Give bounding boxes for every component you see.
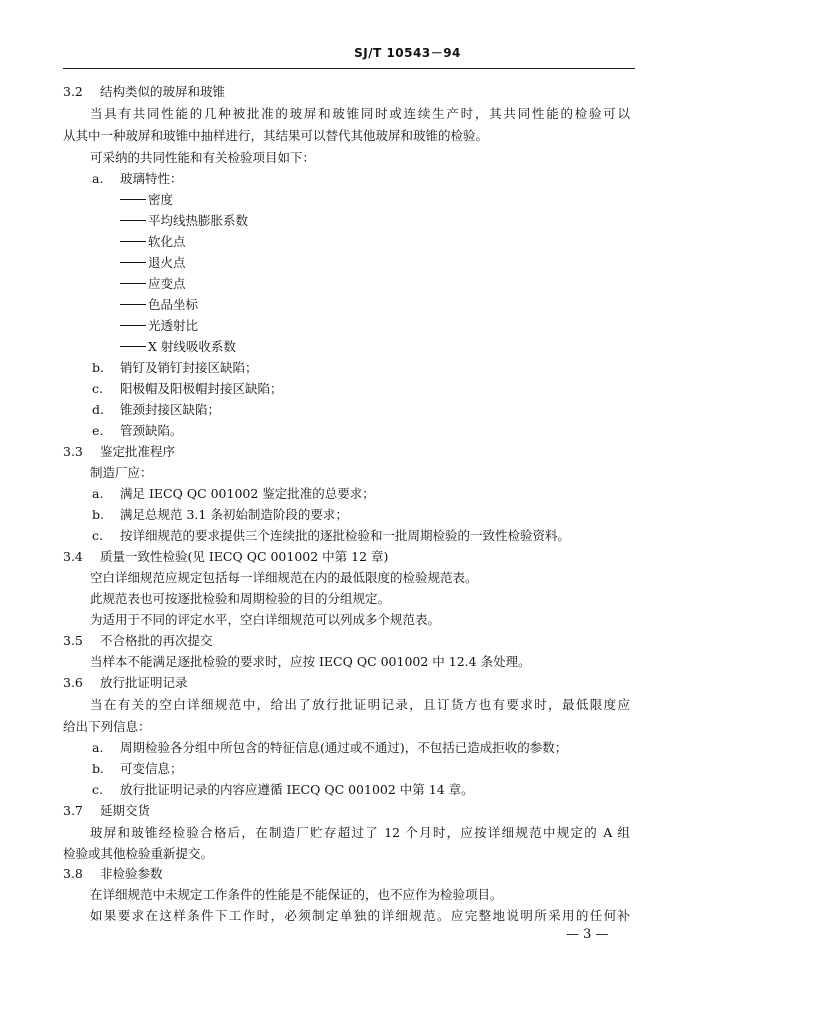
section-title: 非检验参数	[100, 866, 163, 881]
list-marker: e.	[92, 423, 104, 438]
dash-item-text: 密度	[148, 192, 174, 207]
paragraph-line: 如果要求在这样条件下工作时，必须制定单独的详细规范。应完整地说明所采用的任何补	[90, 908, 630, 923]
list-marker: d.	[92, 402, 104, 417]
list-marker: c.	[92, 528, 103, 543]
dash-mark	[120, 262, 146, 263]
dash-list-item	[120, 297, 198, 313]
dash-list-item	[120, 213, 248, 229]
list-item-text: 玻璃特性：	[120, 171, 183, 186]
dash-item-text: 退火点	[148, 255, 186, 270]
page-number: — 3 —	[566, 927, 609, 942]
list-item-text: 阳极帽及阳极帽封接区缺陷；	[120, 381, 283, 396]
dash-mark	[120, 199, 146, 200]
list-marker: c.	[92, 381, 103, 396]
dash-mark	[120, 346, 146, 347]
list-item-text: 满足 IECQ QC 001002 鉴定批准的总要求；	[120, 486, 375, 501]
paragraph-line: 空白详细规范应规定包括每一详细规范在内的最低限度的检验规范表。	[90, 570, 478, 585]
list-marker: a.	[92, 486, 104, 501]
list-item-text: 可变信息；	[120, 761, 183, 776]
paragraph-line: 检验或其他检验重新提交。	[63, 846, 214, 861]
dash-item-text: X 射线吸收系数	[148, 339, 236, 354]
dash-item-text: 应变点	[148, 276, 186, 291]
paragraph-line: 当样本不能满足逐批检验的要求时，应按 IECQ QC 001002 中 12.4 条处理。	[90, 654, 531, 669]
list-item-text: 周期检验各分组中所包含的特征信息(通过或不通过)，不包括已造成拒收的参数；	[120, 740, 568, 755]
dash-mark	[120, 220, 146, 221]
paragraph-line: 此规范表也可按逐批检验和周期检验的目的分组规定。	[90, 591, 391, 606]
paragraph-line: 给出下列信息：	[63, 719, 151, 734]
section-number: 3.5	[63, 633, 83, 648]
list-item-text: 放行批证明记录的内容应遵循 IECQ QC 001002 中第 14 章。	[120, 782, 474, 797]
dash-list-item	[120, 318, 198, 334]
paragraph-line: 在详细规范中未规定工作条件的性能是不能保证的，也不应作为检验项目。	[90, 887, 503, 902]
section-title: 延期交货	[100, 803, 151, 818]
section-title: 不合格批的再次提交	[100, 633, 213, 648]
dash-item-text: 色品坐标	[148, 297, 199, 312]
section-number: 3.6	[63, 675, 83, 690]
dash-mark	[120, 241, 146, 242]
section-title: 鉴定批准程序	[100, 444, 176, 459]
paragraph-line: 当具有共同性能的几种被批准的玻屏和玻锥同时或连续生产时，其共同性能的检验可以	[90, 106, 630, 121]
dash-item-text: 平均线热膨胀系数	[148, 213, 249, 228]
section-title: 放行批证明记录	[100, 675, 188, 690]
list-marker: b.	[92, 507, 104, 522]
dash-item-text: 光透射比	[148, 318, 199, 333]
paragraph-line: 当在有关的空白详细规范中，给出了放行批证明记录，且订货方也有要求时，最低限度应	[90, 697, 630, 712]
list-marker: a.	[92, 171, 104, 186]
dash-list-item	[120, 255, 186, 271]
paragraph-line: 为适用于不同的评定水平，空白详细规范可以列成多个规范表。	[90, 612, 441, 627]
section-number: 3.3	[63, 444, 83, 459]
section-number: 3.2	[63, 84, 83, 99]
list-item-text: 锥颈封接区缺陷；	[120, 402, 221, 417]
paragraph-line: 可采纳的共同性能和有关检验项目如下：	[90, 150, 316, 165]
dash-list-item	[120, 276, 186, 292]
dash-list-item	[120, 192, 173, 208]
list-item-text: 销钉及销钉封接区缺陷；	[120, 360, 258, 375]
section-number: 3.4	[63, 549, 83, 564]
dash-list-item	[120, 339, 236, 355]
page-header: SJ/T 10543－94	[354, 46, 461, 60]
section-title: 质量一致性检验(见 IECQ QC 001002 中第 12 章)	[100, 549, 389, 564]
list-item-text: 按详细规范的要求提供三个连续批的逐批检验和一批周期检验的一致性检验资料。	[120, 528, 571, 543]
list-item-text: 管颈缺陷。	[120, 423, 183, 438]
list-marker: a.	[92, 740, 104, 755]
header-rule	[63, 68, 635, 69]
dash-mark	[120, 304, 146, 305]
paragraph-line: 玻屏和玻锥经检验合格后，在制造厂贮存超过了 12 个月时，应按详细规范中规定的 A 组	[90, 825, 630, 840]
list-marker: b.	[92, 360, 104, 375]
paragraph-line: 从其中一种玻屏和玻锥中抽样进行，其结果可以替代其他玻屏和玻锥的检验。	[63, 128, 489, 143]
dash-item-text: 软化点	[148, 234, 186, 249]
dash-mark	[120, 283, 146, 284]
list-marker: b.	[92, 761, 104, 776]
paragraph-line: 制造厂应：	[90, 465, 153, 480]
dash-mark	[120, 325, 146, 326]
section-number: 3.8	[63, 866, 83, 881]
section-number: 3.7	[63, 803, 83, 818]
section-title: 结构类似的玻屏和玻锥	[100, 84, 226, 99]
list-item-text: 满足总规范 3.1 条初始制造阶段的要求；	[120, 507, 348, 522]
dash-list-item	[120, 234, 186, 250]
list-marker: c.	[92, 782, 103, 797]
